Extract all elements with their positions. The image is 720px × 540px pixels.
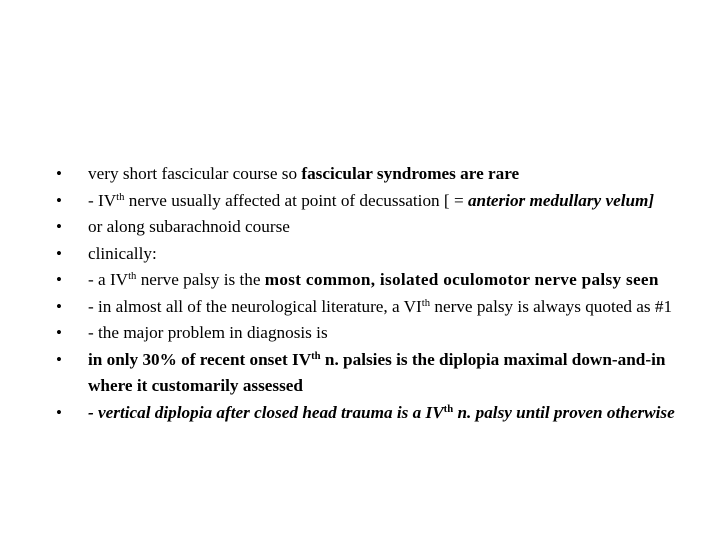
bullet-dot: • — [56, 217, 62, 236]
item-emphasis: n. palsy until proven otherwise — [453, 402, 675, 422]
item-emphasis: n. palsies is the diplopia maximal down-and-in where it customarily assessed — [88, 349, 666, 395]
bullet-dot: • — [56, 164, 62, 183]
bullet-dot: • — [56, 323, 62, 342]
ordinal-suffix: th — [116, 191, 125, 203]
ordinal-suffix: th — [443, 403, 454, 415]
ordinal-suffix: th — [311, 350, 321, 362]
list-item — [56, 347, 696, 400]
item-text: - a IV — [88, 270, 129, 289]
item-text: - in almost all of the neurological literature, a VI — [88, 296, 422, 316]
item-emphasis: anterior medullary velum] — [467, 190, 655, 210]
list-item — [56, 241, 696, 268]
item-emphasis: most common, isolated oculomotor nerve palsy seen — [264, 270, 659, 289]
bullet-list — [56, 161, 696, 426]
ordinal-suffix: th — [421, 297, 431, 309]
bullet-dot: • — [56, 190, 62, 210]
item-text: or along subarachnoid course — [88, 217, 290, 236]
list-item — [56, 214, 696, 241]
item-text: nerve usually affected at point of decussation [ = — [124, 190, 468, 210]
list-item — [56, 161, 696, 188]
item-emphasis: - vertical diplopia after closed head trauma is a IV — [88, 402, 444, 422]
ordinal-suffix: th — [128, 271, 137, 283]
item-text: clinically: — [88, 243, 157, 263]
item-text: - IV — [88, 190, 117, 210]
item-text: nerve palsy is the — [136, 270, 265, 289]
list-item — [56, 400, 696, 427]
list-item — [56, 320, 696, 347]
item-emphasis: fascicular syndromes are rare — [301, 164, 520, 183]
list-item — [56, 267, 696, 294]
bullet-dot: • — [56, 296, 62, 316]
item-text: very short fascicular course so — [88, 164, 302, 183]
list-item — [56, 294, 696, 321]
bullet-dot: • — [56, 349, 62, 369]
bullet-dot: • — [56, 402, 62, 422]
bullet-dot: • — [56, 243, 62, 263]
item-text: - the major problem in diagnosis is — [88, 323, 328, 342]
bullet-dot: • — [56, 270, 62, 289]
list-item — [56, 188, 696, 215]
item-text: nerve palsy is always quoted as #1 — [430, 296, 673, 316]
item-emphasis: in only 30% of recent onset IV — [88, 349, 312, 369]
